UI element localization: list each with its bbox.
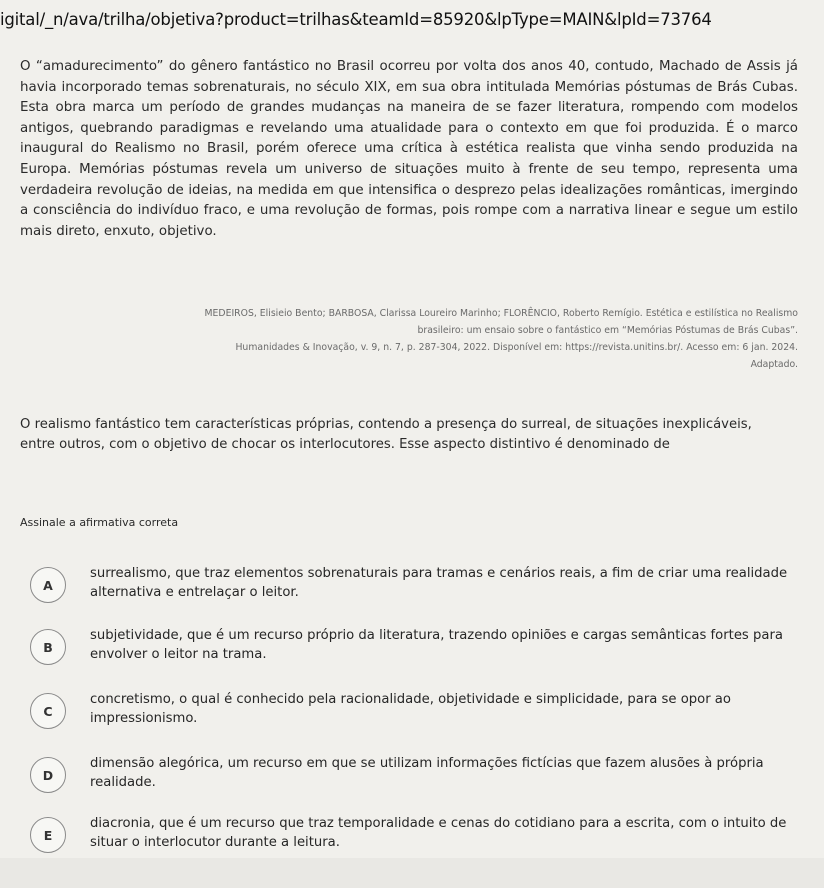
citation [78, 305, 798, 373]
option-text[interactable]: diacronia, que é um recurso que traz temporalidade e cenas do cotidiano para a escrita, com o intuito de situar o interlocutor durante a leitura. [90, 816, 787, 850]
citation-line: brasileiro: um ensaio sobre o fantástico em “Memórias Póstumas de Brás Cubas”. [417, 325, 798, 336]
option-letter-badge[interactable]: E [30, 817, 66, 853]
option-c[interactable] [30, 690, 790, 736]
option-d[interactable] [30, 754, 790, 800]
option-b[interactable] [30, 626, 790, 672]
option-letter-badge[interactable]: A [30, 567, 66, 603]
option-letter-badge[interactable]: B [30, 629, 66, 665]
address-bar-url[interactable]: igital/_n/ava/trilha/objetiva?product=trilhas&teamId=85920&lpType=MAIN&lpId=73764 [0, 10, 712, 29]
citation-line: Humanidades & Inovação, v. 9, n. 7, p. 287-304, 2022. Disponível em: https://revista.unitins.br/. Acesso em: 6 jan. 2024. [235, 342, 798, 353]
option-text[interactable]: surrealismo, que traz elementos sobrenaturais para tramas e cenários reais, a fim de criar uma realidade alternativa e entrelaçar o leitor. [90, 566, 788, 600]
option-letter-badge[interactable]: D [30, 757, 66, 793]
option-letter-badge[interactable]: C [30, 693, 66, 729]
option-a[interactable] [30, 564, 790, 610]
option-text[interactable]: dimensão alegórica, um recurso em que se utilizam informações fictícias que fazem alusões à própria realidade. [90, 756, 764, 790]
page-bottom-edge [0, 858, 824, 888]
question-statement: O realismo fantástico tem características próprias, contendo a presença do surreal, de situações inexplicáveis, entre outros, com o objetivo de chocar os interlocutores. Esse aspecto distintivo é denominado de [20, 417, 752, 452]
citation-line: MEDEIROS, Elisieio Bento; BARBOSA, Clarissa Loureiro Marinho; FLORÊNCIO, Roberto Remígio. Estética e estilística no Realismo [204, 308, 798, 319]
passage-text: O “amadurecimento” do gênero fantástico no Brasil ocorreu por volta dos anos 40, contudo, Machado de Assis já havia incorporado temas sobrenaturais, no século XIX, em sua obra intitulada Memórias póstumas de Brás Cubas. Esta obra marca um período de grandes mudanças na maneira de se fazer literatura, rompendo com modelos antigos, quebrando paradigmas e revelando uma atualidade para o contexto em que foi produzida. É o marco inaugural do Realismo no Brasil, porém oferece uma crítica à estética realista que vinha sendo produzida na Europa. Memórias póstumas revela um universo de situações muito à frente de seu tempo, representa uma verdadeira revolução de ideias, na medida em que intensifica o desprezo pelas idealizações românticas, imergindo a consciência do indivíduo fraco, e uma revolução de formas, pois rompe com a narrativa linear e segue um estilo mais direto, enxuto, objetivo. [20, 59, 798, 239]
citation-line: Adaptado. [750, 359, 798, 370]
option-text[interactable]: subjetividade, que é um recurso próprio da literatura, trazendo opiniões e cargas semânticas fortes para envolver o leitor na trama. [90, 628, 783, 662]
option-e[interactable] [30, 814, 790, 860]
question-instruction: Assinale a afirmativa correta [20, 516, 179, 529]
option-text[interactable]: concretismo, o qual é conhecido pela racionalidade, objetividade e simplicidade, para se opor ao impressionismo. [90, 692, 731, 726]
